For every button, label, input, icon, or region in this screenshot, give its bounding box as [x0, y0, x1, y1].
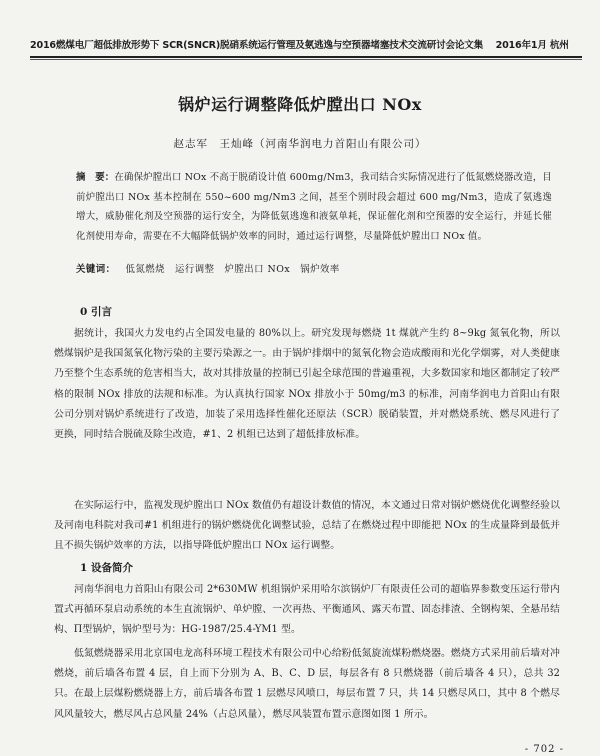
- section-heading-introduction: 0 引言: [80, 306, 112, 318]
- abstract: [76, 168, 552, 246]
- body-paragraph: 河南华润电力首阳山有限公司 2*630MW 机组锅炉采用哈尔滨锅炉厂有限责任公司的超临界参数变压运行带内置式再循环泵启动系统的本生直流锅炉、单炉膛、一次再热、平衡通风、露天布置、固态排渣、全钢构架、全悬吊结构、П型锅炉，锅炉型号为：HG-1987/25.4-YM1 型。: [54, 584, 560, 636]
- body-paragraph: 在实际运行中，监视发现炉膛出口 NOx 数值仍有超设计数值的情况，本文通过日常对锅炉燃烧优化调整经验以及河南电科院对我司#1 机组进行的锅炉燃烧优化调整试验，总结了在燃烧过程中即能把 NOx 的生成量降到最低并且不损失锅炉效率的方法，以指导降低炉膛出口 NOx 运行调整。: [54, 500, 560, 552]
- keyword: 低氮燃烧: [125, 264, 166, 275]
- body-paragraph: 低氮燃烧器采用北京国电龙高科环境工程技术有限公司中心给粉低氮旋流煤粉燃烧器。燃烧方式采用前后墙对冲燃烧，前后墙各布置 4 层，自上而下分别为 A、B、C、D 层，每层各有 8 只燃烧器（前后墙各 4 只），总共 32 只。在最上层煤粉燃烧器上方，前后墙各布置 1 层燃尽风喷口，每层布置 7 只，共 14 只燃尽风口，其中 8 个燃尽风风量较大，燃尽风占总风量 24%（占总风量），燃尽风装置布置示意图如图 1 所示。: [54, 648, 560, 720]
- keyword: 锅炉效率: [300, 264, 340, 275]
- header-rule: [30, 56, 582, 58]
- header-rule-thin: [30, 59, 582, 60]
- section-heading-equipment: 1 设备简介: [80, 562, 133, 574]
- abstract-text: 在确保炉膛出口 NOx 不高于脱硝设计值 600mg/Nm3，我司结合实际情况进行了低氮燃烧器改造，目前炉膛出口 NOx 基本控制在 550~600 mg/Nm3 之间，甚至个别时段会超过 600 mg/Nm3，造成了氨逃逸增大，威胁催化剂及空预器的运行安全，为降低氨逃逸和液氨单耗，保证催化剂和空预器的安全运行，并延长催化剂使用寿命，需要在不大幅降低锅炉效率的同时，通过运行调整，尽量降低炉膛出口 NOx 值。: [76, 172, 552, 242]
- paper-title: 锅炉运行调整降低炉膛出口 NOx: [178, 95, 422, 114]
- authors-affiliation: 赵志军 王灿峰（河南华润电力首阳山有限公司）: [173, 138, 427, 150]
- body-paragraph: 据统计，我国火力发电约占全国发电量的 80%以上。研究发现每燃烧 1t 煤就产生约 8~9kg 氮氧化物，所以燃煤锅炉是我国氮氧化物污染的主要污染源之一。由于锅炉排烟中的氮氧化物会造成酸雨和光化学烟雾，对人类健康乃至整个生态系统的危害相当大，故对其排放量的控制已引起全球范围的普遍重视，大多数国家和地区都制定了较严格的限制 NOx 排放的法规和标准。为认真执行国家 NOx 排放小于 50mg/m3 的标准，河南华润电力首阳山有限公司分别对锅炉系统进行了改造，加装了采用选择性催化还原法（SCR）脱硝装置，并对燃烧系统、燃尽风进行了更换，同时结合脱硫及除尘改造，#1、2 机组已达到了超低排放标准。: [54, 328, 560, 441]
- keyword: 运行调整: [175, 264, 215, 275]
- abstract-label: 摘 要：: [76, 172, 115, 183]
- keywords: [76, 261, 552, 275]
- keyword: 炉膛出口 NOx: [224, 264, 291, 275]
- keywords-label: 关键词：: [76, 264, 116, 275]
- running-header: 2016燃煤电厂超低排放形势下 SCR(SNCR)脱硝系统运行管理及氨逃逸与空预器堵塞技术交流研讨会论文集 2016年1月 杭州: [30, 40, 569, 51]
- page-number: - 702 -: [524, 744, 564, 755]
